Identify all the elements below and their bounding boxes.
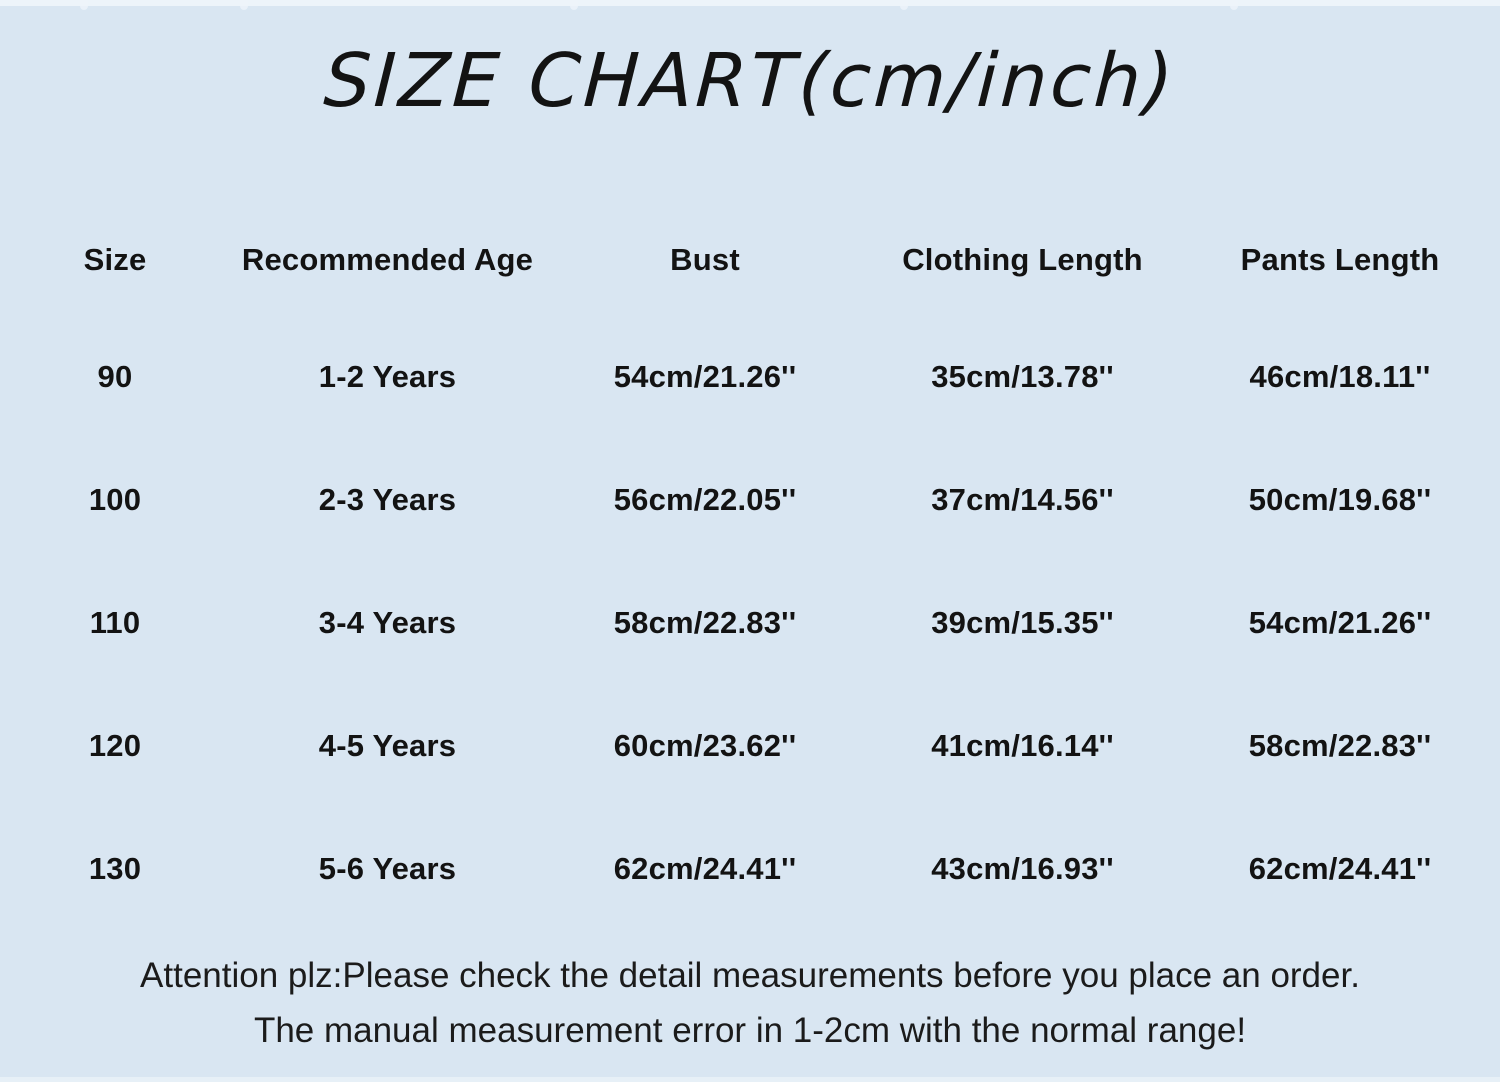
- attention-note-line1: Attention plz:Please check the detail measurements before you place an order.: [140, 956, 1360, 995]
- header-pants-length: Pants Length: [1240, 242, 1440, 277]
- cell-pants-length: 54cm/21.26'': [1248, 604, 1432, 640]
- cell-pants-length: 46cm/18.11'': [1249, 358, 1431, 394]
- attention-note: [0, 948, 1500, 1059]
- cell-recommended-age: 1-2 Years: [318, 358, 457, 394]
- cell-bust: 62cm/24.41'': [613, 850, 797, 886]
- cell-recommended-age: 4-5 Years: [318, 727, 457, 763]
- cell-bust: 56cm/22.05'': [613, 481, 797, 517]
- cell-pants-length: 62cm/24.41'': [1248, 850, 1432, 886]
- cell-recommended-age: 2-3 Years: [318, 481, 457, 517]
- cell-bust: 58cm/22.83'': [613, 604, 797, 640]
- edge-notch: [240, 0, 248, 10]
- page-title: SIZE CHART(cm/inch): [321, 38, 1179, 124]
- table-row-size-90: [0, 315, 1500, 438]
- cell-clothing-length: 39cm/15.35'': [931, 604, 1114, 640]
- edge-notch: [570, 0, 578, 10]
- edge-notch: [900, 0, 908, 10]
- cell-clothing-length: 43cm/16.93'': [931, 850, 1114, 886]
- cell-size: 100: [88, 481, 142, 517]
- cell-bust: 54cm/21.26'': [613, 358, 797, 394]
- top-edge-strip: [0, 0, 1500, 6]
- header-bust: Bust: [670, 242, 740, 277]
- attention-note-line2: The manual measurement error in 1-2cm with the normal range!: [253, 1011, 1247, 1051]
- cell-pants-length: 50cm/19.68'': [1248, 481, 1432, 517]
- cell-clothing-length: 35cm/13.78'': [931, 358, 1114, 394]
- edge-notch: [80, 0, 88, 10]
- size-table: [0, 205, 1500, 930]
- edge-notch: [1230, 0, 1238, 10]
- table-header-row: [0, 205, 1500, 315]
- cell-clothing-length: 37cm/14.56'': [931, 481, 1114, 517]
- cell-size: 110: [89, 604, 141, 640]
- cell-recommended-age: 5-6 Years: [318, 850, 457, 886]
- header-clothing-length: Clothing Length: [902, 242, 1143, 277]
- cell-pants-length: 58cm/22.83'': [1248, 727, 1432, 763]
- cell-bust: 60cm/23.62'': [613, 727, 797, 763]
- table-row-size-120: [0, 684, 1500, 807]
- cell-size: 90: [97, 358, 133, 394]
- cell-recommended-age: 3-4 Years: [318, 604, 457, 640]
- table-row-size-130: [0, 807, 1500, 930]
- header-recommended-age: Recommended Age: [241, 242, 534, 277]
- cell-size: 130: [88, 850, 142, 886]
- bottom-edge-strip: [0, 1077, 1500, 1082]
- cell-clothing-length: 41cm/16.14'': [931, 727, 1114, 763]
- header-size: Size: [83, 242, 147, 277]
- cell-size: 120: [88, 727, 142, 763]
- table-row-size-100: [0, 438, 1500, 561]
- table-row-size-110: [0, 561, 1500, 684]
